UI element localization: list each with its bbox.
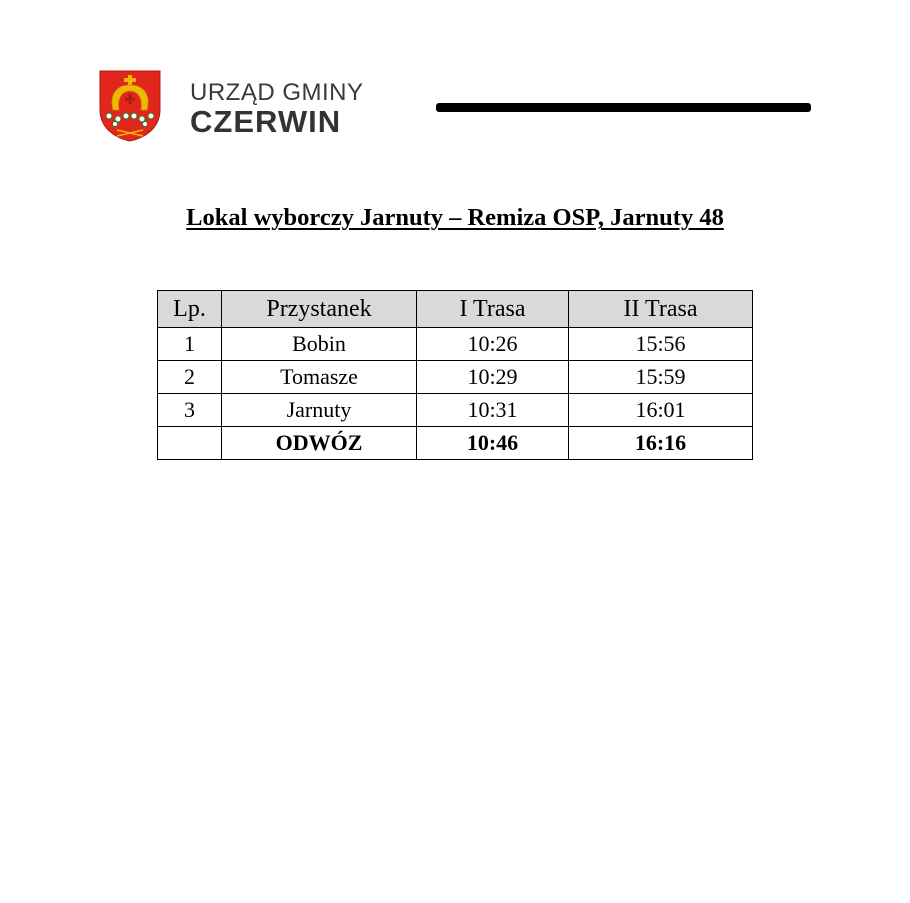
header-route-1: I Trasa: [417, 291, 569, 328]
cell-lp: [158, 427, 222, 460]
cell-route-2: 16:16: [569, 427, 753, 460]
cell-lp: 3: [158, 394, 222, 427]
page-title-text: Lokal wyborczy Jarnuty – Remiza OSP, Jarnuty 48: [186, 204, 724, 231]
header-lp: Lp.: [158, 291, 222, 328]
cell-lp: 2: [158, 361, 222, 394]
schedule-table: [157, 290, 753, 460]
header-route-2: II Trasa: [569, 291, 753, 328]
cell-lp: 1: [158, 328, 222, 361]
coat-of-arms-icon: [99, 70, 161, 142]
cell-route-2: 15:59: [569, 361, 753, 394]
header-divider-bar: [436, 103, 811, 112]
brand-line-office: URZĄD GMINY: [190, 79, 364, 106]
brand-wordmark: [190, 80, 364, 138]
table-header-row: [158, 291, 753, 328]
cell-route-2: 16:01: [569, 394, 753, 427]
cell-route-1: 10:46: [417, 427, 569, 460]
cell-stop: Bobin: [222, 328, 417, 361]
header-stop: Przystanek: [222, 291, 417, 328]
cell-stop: Jarnuty: [222, 394, 417, 427]
cell-route-1: 10:31: [417, 394, 569, 427]
table-row: [158, 328, 753, 361]
table-row: [158, 394, 753, 427]
cell-stop: ODWÓZ: [222, 427, 417, 460]
brand-line-name: CZERWIN: [190, 104, 342, 139]
cell-route-2: 15:56: [569, 328, 753, 361]
cell-route-1: 10:29: [417, 361, 569, 394]
table-row: [158, 361, 753, 394]
table-row-return: [158, 427, 753, 460]
page-title: [0, 204, 910, 232]
cell-route-1: 10:26: [417, 328, 569, 361]
cell-stop: Tomasze: [222, 361, 417, 394]
